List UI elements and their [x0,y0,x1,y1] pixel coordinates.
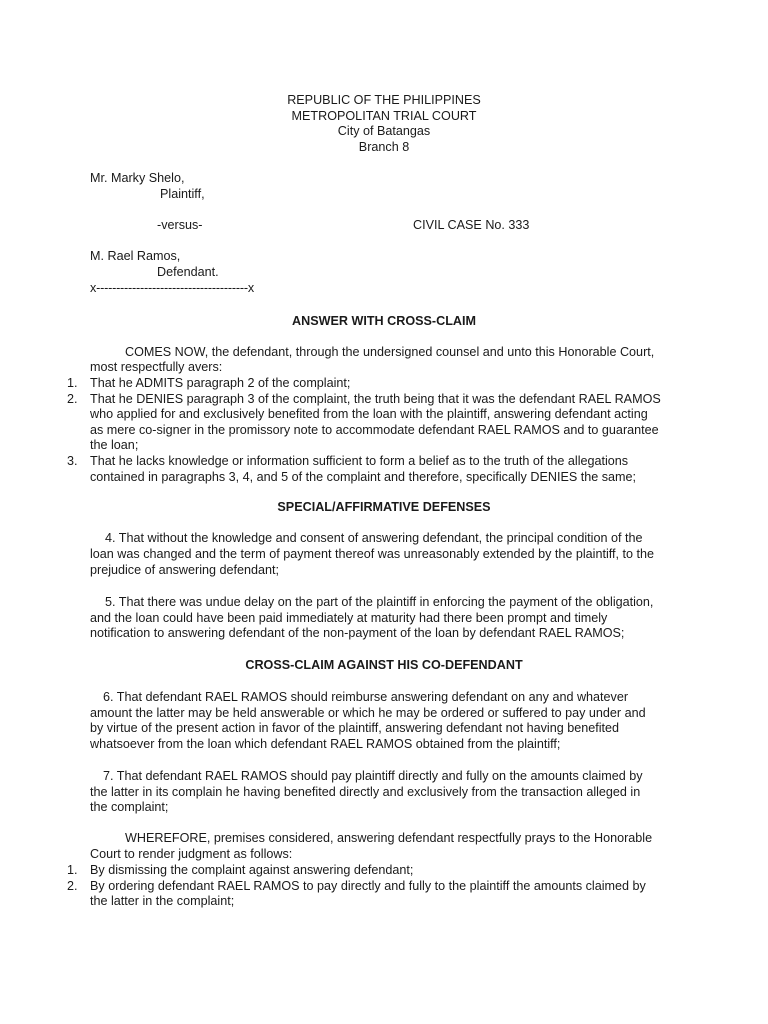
section-heading-defenses: SPECIAL/AFFIRMATIVE DEFENSES [277,500,491,514]
header-court: METROPOLITAN TRIAL COURT [291,109,477,123]
prayer-item-line: the latter in the complaint; [90,894,235,908]
list-item-line: That he DENIES paragraph 3 of the complaint, the truth being that it was the defendant RAEL RAMOS [90,392,661,406]
list-item-number: 2. [67,392,78,406]
versus-label: -versus- [157,218,203,232]
claim-7-line: the latter in its complain he having benefited directly and exclusively from the transaction alleged in [90,785,641,799]
list-item-number: 3. [67,454,78,468]
list-item-number: 1. [67,376,78,390]
list-item: That he ADMITS paragraph 2 of the complaint; [90,376,351,390]
intro-line-2: most respectfully avers: [90,360,223,374]
defense-4-line: loan was changed and the term of payment thereof was unreasonably extended by the plaintiff, to the [90,547,655,561]
prayer-line-1: WHEREFORE, premises considered, answering defendant respectfully prays to the Honorable [125,831,653,845]
header-branch: Branch 8 [358,140,410,154]
section-heading-crossclaim: CROSS-CLAIM AGAINST HIS CO-DEFENDANT [245,658,523,672]
intro-line-1: COMES NOW, the defendant, through the undersigned counsel and unto this Honorable Court, [125,345,655,359]
plaintiff-role: Plaintiff, [160,187,205,201]
prayer-item-line: By ordering defendant RAEL RAMOS to pay directly and fully to the plaintiff the amounts claimed by [90,879,646,893]
claim-6-line: whatsoever from the loan which defendant RAEL RAMOS obtained from the plaintiff; [90,737,561,751]
list-item-number: 2. [67,879,78,893]
document-title: ANSWER WITH CROSS-CLAIM [292,314,476,328]
header-city: City of Batangas [337,124,431,138]
defense-4-line: 4. That without the knowledge and consent of answering defendant, the principal condition of the [105,531,643,545]
defense-5-line: and the loan could have been paid immediately at maturity had there been prompt and timely [90,611,608,625]
list-item-line: as mere co-signer in the promissory note to accommodate defendant RAEL RAMOS and to guarantee [90,423,659,437]
claim-6-line: 6. That defendant RAEL RAMOS should reimburse answering defendant on any and whatever [103,690,629,704]
list-item-line: the loan; [90,438,139,452]
list-item-line: who applied for and exclusively benefited from the loan with the plaintiff, answering defendant acting [90,407,648,421]
prayer-item: By dismissing the complaint against answering defendant; [90,863,414,877]
list-item-number: 1. [67,863,78,877]
header-republic: REPUBLIC OF THE PHILIPPINES [287,93,481,107]
defense-4-line: prejudice of answering defendant; [90,563,280,577]
claim-6-line: by virtue of the present action in favor of the plaintiff, answering defendant not having benefited [90,721,620,735]
claim-6-line: amount the latter may be held answerable or which he may be ordered or suffered to pay under and [90,706,646,720]
plaintiff-name: Mr. Marky Shelo, [90,171,185,185]
defense-5-line: notification to answering defendant of the non-payment of the loan by defendant RAEL RAMOS; [90,626,625,640]
list-item-line: That he lacks knowledge or information sufficient to form a belief as to the truth of the allegations [90,454,629,468]
defendant-role: Defendant. [157,265,219,279]
list-item-line: contained in paragraphs 3, 4, and 5 of the complaint and therefore, specifically DENIES the same; [90,470,637,484]
claim-7-line: the complaint; [90,800,169,814]
defense-5-line: 5. That there was undue delay on the part of the plaintiff in enforcing the payment of the obligation, [105,595,654,609]
defendant-name: M. Rael Ramos, [90,249,181,263]
case-number: CIVIL CASE No. 333 [413,218,530,232]
prayer-line-2: Court to render judgment as follows: [90,847,293,861]
caption-divider: x--------------------------------------x [90,281,254,295]
claim-7-line: 7. That defendant RAEL RAMOS should pay plaintiff directly and fully on the amounts claimed by [103,769,643,783]
